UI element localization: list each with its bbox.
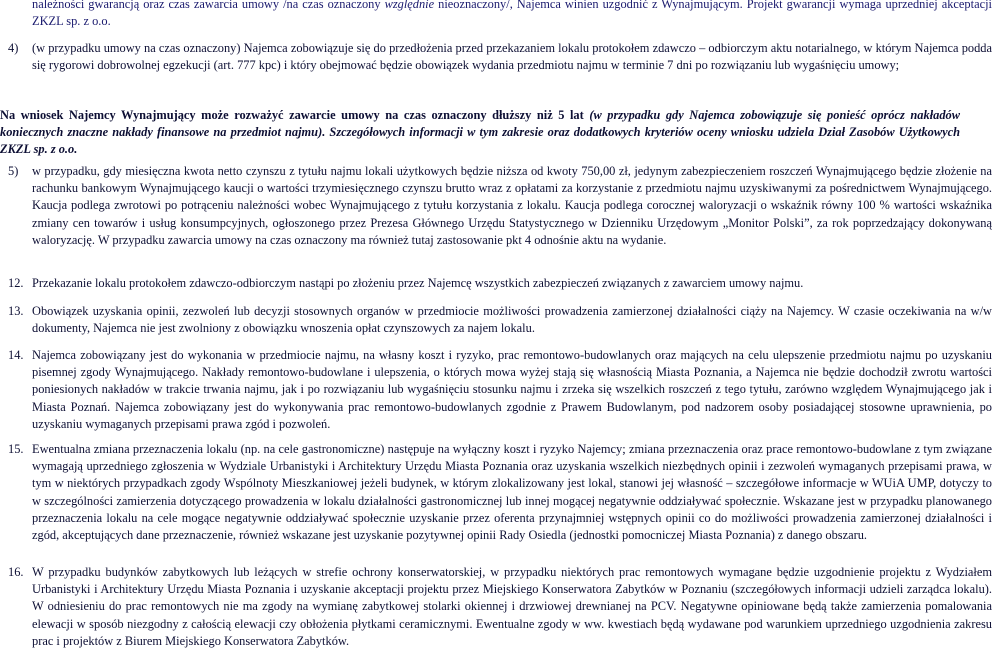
paragraph-4	[0, 40, 992, 74]
paragraph-4-text: (w przypadku umowy na czas oznaczony) Najemca zobowiązuje się do przedłożenia przed przekazaniem lokalu protokołem zdawczo – odbiorczym aktu notarialnego, w którym Najemca podda się rygorowi dobrowolnej egzekucji (art. 777 kpc) i który obejmować będzie obowiązek wydania przedmiotu najmu w terminie 7 dni po rozwiązaniu lub wygaśnięciu umowy;	[32, 41, 992, 73]
paragraph-14-number: 14.	[8, 348, 24, 362]
paragraph-15-text: Ewentualna zmiana przeznaczenia lokalu (np. na cele gastronomiczne) następuje na wyłączny koszt i ryzyko Najemcy; zmiana przeznaczenia oraz prace remontowo-budowlane z tym związane wymagają uprzedniego zgłoszenia w Wydziale Urbanistyki i Architektury Urzędu Miasta Poznania oraz uzyskania wszelkich niezbędnych opinii i zezwoleń wymaganych przepisami prawa, w tym w niektórych przypadkach zgody Wspólnoty Mieszkaniowej jeżeli budynek, w którym zlokalizowany jest lokal, stanowi jej własność – szczegółowe informacje w WUiA UMP, dotyczy to w szczególności zamierzenia dotyczącego prowadzenia w lokalu działalności gastronomicznej lub innej mogącej negatywnie oddziaływać społecznie. Wskazane jest w przypadku planowanego przeznaczenia lokalu na cele mogące negatywnie oddziaływać społecznie uzyskanie przez oferenta przynajmniej wstępnych opinii co do możliwości prowadzenia zamierzonej działalności i zgód, akceptujących dane przeznaczenie, również wskazane jest uzyskanie pozytywnej opinii Rady Osiedla (jednostki pomocniczej Miasta Poznania) z danego obszaru.	[32, 442, 992, 543]
paragraph-12-text: Przekazanie lokalu protokołem zdawczo-odbiorczym nastąpi po złożeniu przez Najemcę wszystkich zabezpieczeń związanych z zawarciem umowy najmu.	[32, 276, 804, 290]
intro-paragraph	[0, 0, 992, 30]
paragraph-5-number: 5)	[8, 164, 19, 178]
note-paragraph	[0, 107, 960, 159]
paragraph-5	[0, 163, 992, 249]
paragraph-16	[0, 564, 992, 650]
paragraph-16-number: 16.	[8, 565, 24, 579]
intro-text-b: wymaga uprzedniej akceptacji ZKZL sp. z o.o.	[32, 0, 992, 29]
paragraph-16-text: W przypadku budynków zabytkowych lub leżących w strefie ochrony konserwatorskiej, w przypadku niektórych prac remontowych wymagane będzie uzgodnienie projektu z Wydziałem Urbanistyki i Architektury Urzędu Miasta Poznania i uzyskanie akceptacji projektu przez Miejskiego Konserwatora Zabytków w Poznaniu (szczegółowych informacji udzieli zarządca lokalu). W odniesieniu do prac remontowych nie ma zgody na wymianę zabytkowej stolarki okiennej i drzwiowej drewnianej na PCV. Negatywne opiniowane będą także zamierzenia pomalowania elewacji w sposób niezgodny z całością elewacji czy obłożenia płytkami ceramicznymi. Ewentualne zgody w ww. kwestiach będą wydawane pod warunkiem uprzedniego uzgodnienia zakresu prac i projektów z Biurem Miejskiego Konserwatora Zabytków.	[32, 565, 992, 648]
paragraph-15-number: 15.	[8, 442, 24, 456]
intro-italic-word: względnie	[384, 0, 435, 11]
paragraph-13-number: 13.	[8, 304, 24, 318]
paragraph-4-number: 4)	[8, 41, 19, 55]
paragraph-14-text: Najemca zobowiązany jest do wykonania w przedmiocie najmu, na własny koszt i ryzyko, prac remontowo-budowlanych oraz mających na celu ulepszenie przedmiotu najmu po uzyskaniu pisemnej zgody Wynajmującego. Nakłady remontowo-budowlane i ulepszenia, o których mowa wyżej stają się własnością Miasta Poznania, a Najemca nie będzie dochodził zwrotu wartości poniesionych nakładów w trakcie trwania najmu, jak i po rozwiązaniu lub wygaśnięciu stosunku najmu i zrzeka się wszelkich roszczeń z tego tytułu, zarówno względem Wynajmującego jak i Miasta Poznań. Najemca zobowiązany jest do wykonywania prac remontowo-budowlanych zgodnie z Prawem Budowlanym, pod nadzorem osoby posiadającej stosowne uprawnienia, po uzyskaniu wymaganych przepisami prawa zgód i pozwoleń.	[32, 348, 992, 431]
paragraph-13	[0, 303, 992, 337]
paragraph-5-text: w przypadku, gdy miesięczna kwota netto czynszu z tytułu najmu lokali użytkowych będzie niższa od kwoty 750,00 zł, jedynym zabezpieczeniem roszczeń Wynajmującego będzie złożenie na rachunku bankowym Wynajmującego kaucji o wartości trzymiesięcznego czynszu brutto wraz z opłatami za korzystanie z przedmiotu najmu uzyskiwanymi za pośrednictwem Wynajmującego. Kaucja podlega zwrotowi po potrąceniu należności wobec Wynajmującego z tytułu korzystania z lokalu. Kaucja podlega corocznej waloryzacji o wskaźnik równy 100 % wartości wskaźnika zmiany cen towarów i usług konsumpcyjnych, ogłoszonego przez Prezesa Głównego Urzędu Statystycznego w Dzienniku Urzędowym „Monitor Polski”, za rok poprzedzający dokonywaną waloryzację. W przypadku zawarcia umowy na czas oznaczony ma również tutaj zastosowanie pkt 4 odnośnie aktu na wydanie.	[32, 164, 992, 247]
paragraph-13-text: Obowiązek uzyskania opinii, zezwoleń lub decyzji stosownych organów w przedmiocie możliwości prowadzenia zamierzonej działalności ciąży na Najemcy. W czasie oczekiwania na w/w dokumenty, Najemca nie jest zwolniony z obowiązku wnoszenia opłat czynszowych za najem lokalu.	[32, 304, 992, 336]
paragraph-12	[0, 275, 992, 292]
paragraph-15	[0, 441, 992, 544]
note-bold-italic: (w przypadku gdy Najemca zobowiązuje się ponieść oprócz nakładów koniecznych znaczne nakłady finansowe na przedmiot najmu). Szczegółowych informacji w tym zakresie oraz dodatkowych kryteriów oceny wniosku udziela Dział Zasobów Użytkowych ZKZL sp. z o.o.	[0, 108, 960, 157]
note-bold: Na wniosek Najemcy Wynajmujący może rozważyć zawarcie umowy na czas oznaczony dłuższy niż 5 lat	[0, 108, 584, 122]
intro-text-a: należności gwarancją oraz czas zawarcia umowy /na czas oznaczony	[32, 0, 381, 11]
paragraph-14	[0, 347, 992, 433]
intro-text-a-tail: nieoznaczony/, Najemca winien uzgodnić z Wynajmującym. Projekt gwarancji	[438, 0, 836, 11]
paragraph-12-number: 12.	[8, 276, 24, 290]
